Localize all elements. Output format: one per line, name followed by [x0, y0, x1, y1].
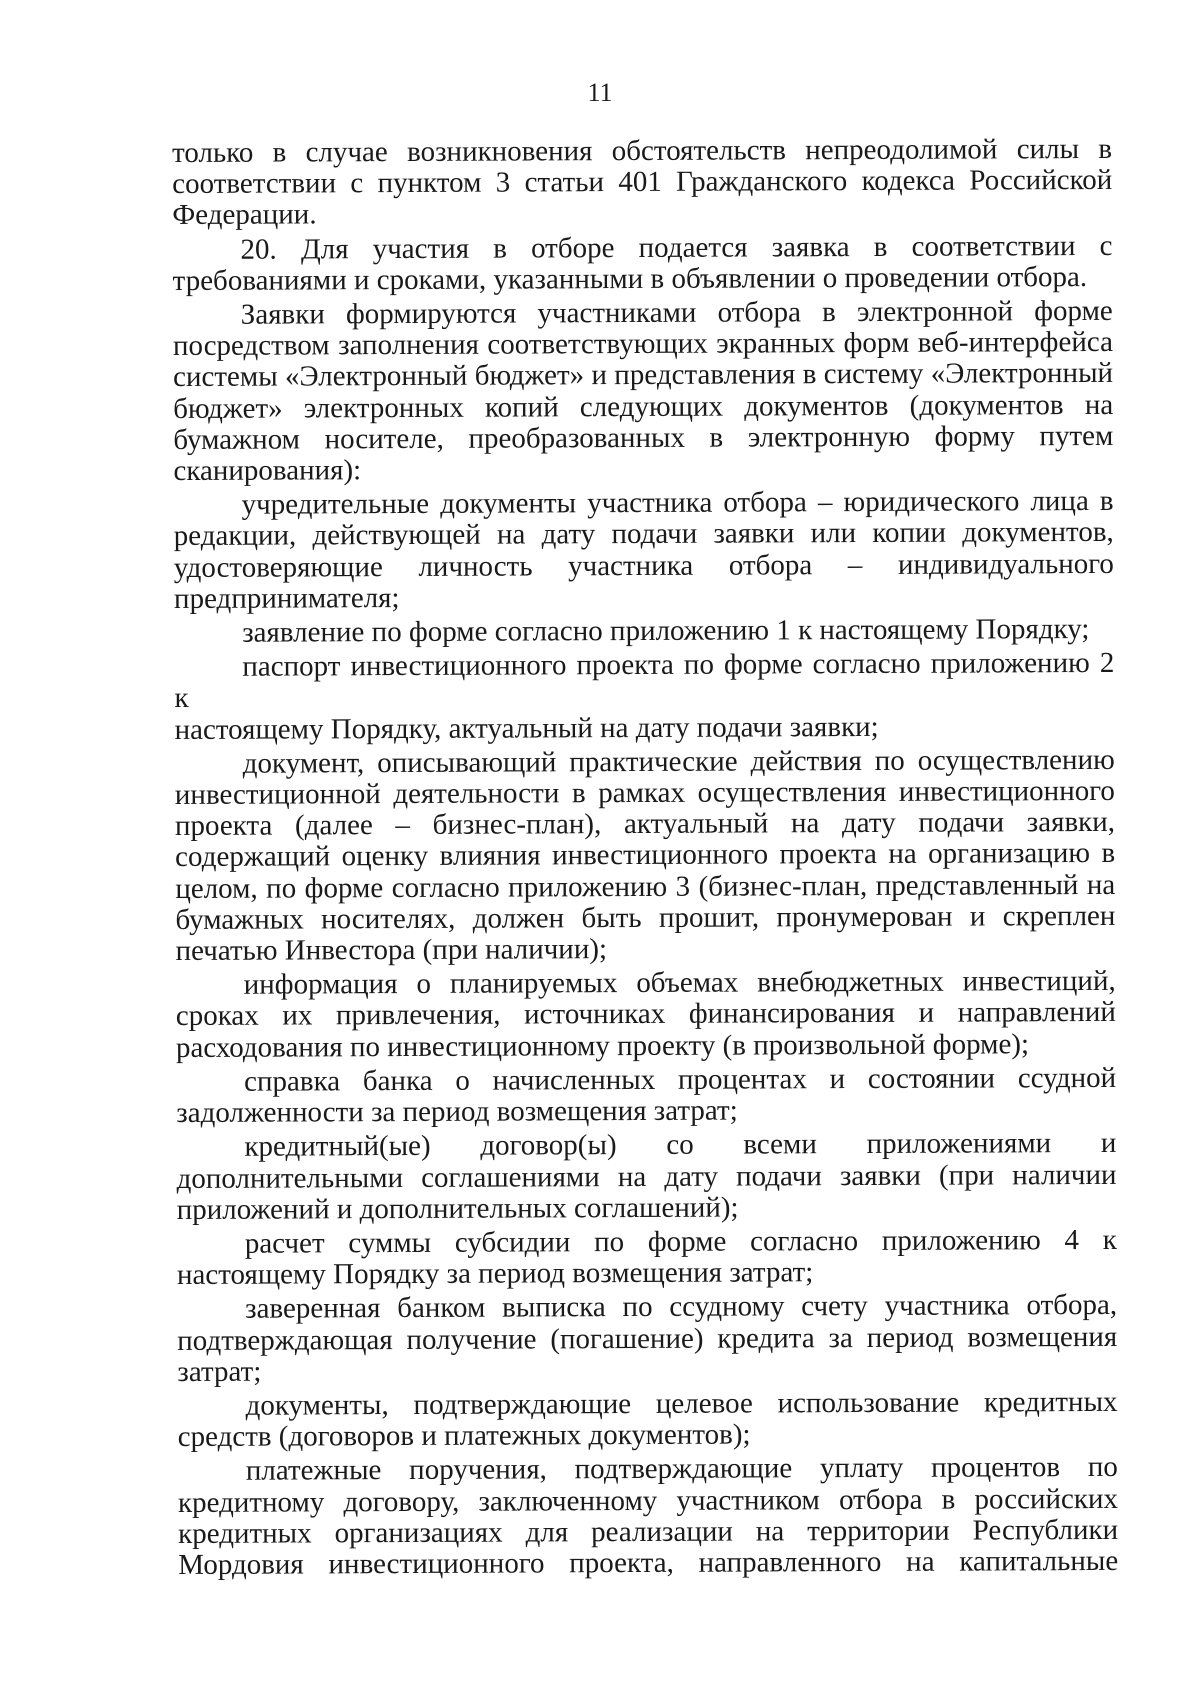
text-line: настоящему Порядку за период возмещения затрат;	[176, 1256, 814, 1292]
text-line: инвестиционной деятельности в рамках осуществления инвестиционного	[174, 774, 1115, 812]
text-line: документы, подтверждающие целевое использование кредитных	[245, 1385, 1118, 1422]
text-line: расходования по инвестиционному проекту (в произвольной форме);	[175, 1027, 1030, 1064]
text-line: 20. Для участия в отборе подается заявка в соответствии с	[240, 229, 1113, 266]
text-line: Мордовия инвестиционного проекта, направленного на капитальные	[178, 1544, 1119, 1581]
text-line: посредством заполнения соответствующих экранных форм веб-интерфейса	[172, 326, 1113, 363]
text-line: только в случае возникновения обстоятельств непреодолимой силы в	[171, 132, 1113, 169]
text-line: соответствии с пунктом 3 статьи 401 Гражданского кодекса Российской	[172, 164, 1113, 201]
page-number: 11	[587, 78, 613, 107]
text-line: требованиями и сроками, указанными в объявлении о проведении отбора.	[172, 260, 1088, 297]
text-line: бумажных носителях, должен быть прошит, пронумерован и скреплен	[175, 899, 1116, 936]
text-line: заявление по форме согласно приложению 1 к настоящему Порядку;	[242, 613, 1090, 649]
text-line: информация о планируемых объемах внебюджетных инвестиций,	[243, 965, 1116, 1001]
text-line: кредитный(ые) договор(ы) со всеми приложениями и	[244, 1127, 1117, 1163]
text-line: справка банка о начисленных процентах и состоянии ссудной	[244, 1061, 1117, 1098]
text-line: учредительные документы участника отбора – юридического лица в	[241, 485, 1114, 521]
text-line: проекта (далее – бизнес-план), актуальный на дату подачи заявки,	[174, 806, 1116, 843]
text-line: средств (договоров и платежных документов);	[177, 1418, 751, 1454]
text-line: печатью Инвестора (при наличии);	[175, 933, 608, 968]
text-line: редакции, действующей на дату подачи заявки или копии документов,	[173, 516, 1114, 553]
text-line: заверенная банком выписка по ссудному счету участника отбора,	[245, 1289, 1118, 1326]
text-line: бюджет» электронных копий следующих документов (документов на	[173, 388, 1114, 425]
text-line: сканирования):	[173, 454, 362, 488]
text-line: Федерации.	[172, 198, 317, 232]
text-line: задолженности за период возмещения затрат;	[176, 1094, 738, 1130]
text-line: настоящему Порядку, актуальный на дату подачи заявки;	[174, 710, 879, 746]
text-line: дополнительными соглашениями на дату подачи заявки (при наличии	[176, 1158, 1117, 1195]
text-line: кредитных организациях для реализации на территории Республики	[178, 1513, 1119, 1550]
document-body	[172, 134, 1118, 1581]
text-line: Заявки формируются участниками отбора в электронной форме	[240, 294, 1113, 331]
text-line: кредитному договору, заключенному участником отбора в российских	[177, 1482, 1119, 1519]
text-line: затрат;	[177, 1355, 262, 1388]
text-line: целом, по форме согласно приложению 3 (бизнес-план, представленный на	[175, 868, 1116, 905]
text-line: документ, описывающий практические действия по осуществлению	[242, 743, 1115, 780]
text-line: бумажном носителе, преобразованных в электронную форму путем	[173, 419, 1114, 456]
text-line: сроках их привлечения, источниках финансирования и направлений	[175, 996, 1116, 1033]
text-line: платежные поручения, подтверждающие уплату процентов по	[245, 1451, 1118, 1488]
text-line: содержащий оценку влияния инвестиционного проекта на организацию в	[175, 837, 1116, 874]
text-line: паспорт инвестиционного проекта по форме согласно приложению 2 к	[174, 647, 1115, 715]
text-line: расчет суммы субсидии по форме согласно приложению 4 к	[244, 1223, 1117, 1260]
text-line: системы «Электронный бюджет» и представления в систему «Электронный	[172, 357, 1114, 394]
text-line: удостоверяющие личность участника отбора – индивидуального	[173, 547, 1114, 584]
text-line: подтверждающая получение (погашение) кредита за период возмещения	[177, 1320, 1118, 1357]
text-line: предпринимателя;	[173, 581, 400, 615]
text-line: приложений и дополнительных соглашений);	[176, 1191, 739, 1226]
